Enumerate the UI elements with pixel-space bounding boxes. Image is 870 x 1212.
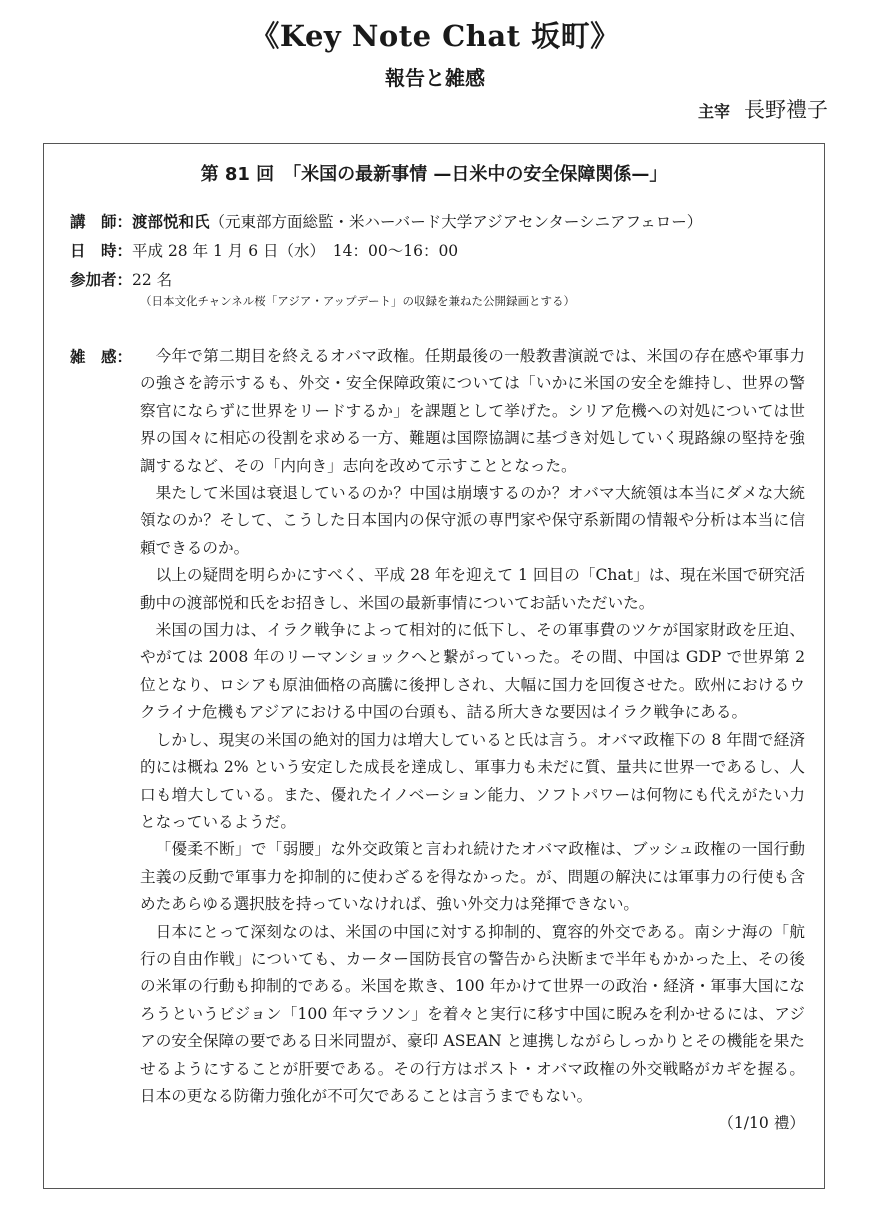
paragraph: 今年で第二期目を終えるオバマ政権。任期最後の一般教書演説では、米国の存在感や軍事力の強さを誇示するも、外交・安全保障政策については「いかに米国の安全を維持し、世界の警察官にならずに世界をリードするか」を課題として挙げた。シリア危機への対処については世界の国々に相応の役割を求める一方、難題は国際協調に基づき対処していく現路線の堅持を強調するなど、その「内向き」志向を改めて示すこととなった。: [140, 347, 805, 475]
attendees-value: 22 名: [132, 271, 173, 289]
page-title: 《Key Note Chat 坂町》: [250, 19, 620, 53]
recording-note: （日本文化チャンネル桜「アジア・アップデート」の収録を兼ねた公開録画とする）: [140, 294, 576, 308]
impressions-label: 雑 感：: [70, 348, 133, 366]
paragraph: 以上の疑問を明らかにすべく、平成 28 年を迎えて 1 回目の「Chat」は、現在米国で研究活動中の渡部悦和氏をお招きし、米国の最新事情についてお話いただいた。: [140, 566, 805, 612]
signature: （1/10 禮）: [718, 1114, 805, 1133]
paragraph: 果たして米国は衰退しているのか？中国は崩壊するのか？オバマ大統領は本当にダメな大統領なのか？そして、こうした日本国内の保守派の専門家や保守系新聞の情報や分析は本当に信頼できるのか。: [140, 484, 805, 557]
paragraph: しかし、現実の米国の絶対的国力は増大していると氏は言う。オバマ政権下の 8 年間で経済的には概ね 2% という安定した成長を達成し、軍事力も未だに質、量共に世界一であるし、人口も増大している。また、優れたイノベーション能力、ソフトパワーは何物にも代えがたい力となっているようだ。: [140, 730, 805, 831]
host-role: 主宰: [697, 102, 730, 121]
paragraph: 米国の国力は、イラク戦争によって相対的に低下し、その軍事費のツケが国家財政を圧迫、やがては 2008 年のリーマンショックへと繋がっていった。その間、中国は GDP で世界第 2 位となり、ロシアも原油価格の高騰に後押しされ、大幅に国力を回復させた。欧州におけるウクライナ危機もアジアにおける中国の台頭も、詰る所大きな要因はイラク戦争にある。: [140, 621, 805, 722]
host-name: 長野禮子: [744, 98, 828, 122]
impressions-body: [140, 343, 805, 1138]
attendees-label: 参加者：: [70, 271, 133, 289]
lecturer-label: 講 師：: [70, 213, 133, 231]
paragraph: 日本にとって深刻なのは、米国の中国に対する抑制的、寛容的外交である。南シナ海の「航行の自由作戦」についても、カーター国防長官の警告から決断まで半年もかかった上、その後の米軍の行動も抑制的である。米国を欺き、100 年かけて世界一の政治・経済・軍事大国になろうというビジョン「100 年マラソン」を着々と実行に移す中国に睨みを利かせるには、アジアの安全保障の要である日米同盟が、豪印 ASEAN と連携しながらしっかりとその機能を果たせるようにすることが肝要である。その行方はポスト・オバマ政権の外交戦略がカギを握る。日本の更なる防衛力強化が不可欠であることは言うまでもない。: [140, 922, 805, 1105]
session-title: 第 81 回 「米国の最新事情 —日米中の安全保障関係—」: [200, 164, 668, 185]
page-subtitle: 報告と雑感: [385, 66, 485, 90]
lecturer-name: 渡部悦和氏: [132, 213, 210, 231]
lecturer-row: [70, 210, 702, 232]
date-label: 日 時：: [70, 242, 133, 260]
host-line: [698, 94, 828, 124]
date-row: [70, 239, 458, 261]
lecturer-detail: （元東部方面総監・米ハーバード大学アジアセンターシニアフェロー）: [209, 213, 703, 231]
attendees-row: [70, 268, 172, 290]
date-value: 平成 28 年 1 月 6 日（水） 14：00〜16：00: [132, 242, 459, 260]
paragraph: 「優柔不断」で「弱腰」な外交政策と言われ続けたオバマ政権は、ブッシュ政権の一国行動主義の反動で軍事力を抑制的に使わざるを得なかった。が、問題の解決には軍事力の行使も含めたあらゆる選択肢を持っていなければ、強い外交力は発揮できない。: [140, 840, 805, 914]
